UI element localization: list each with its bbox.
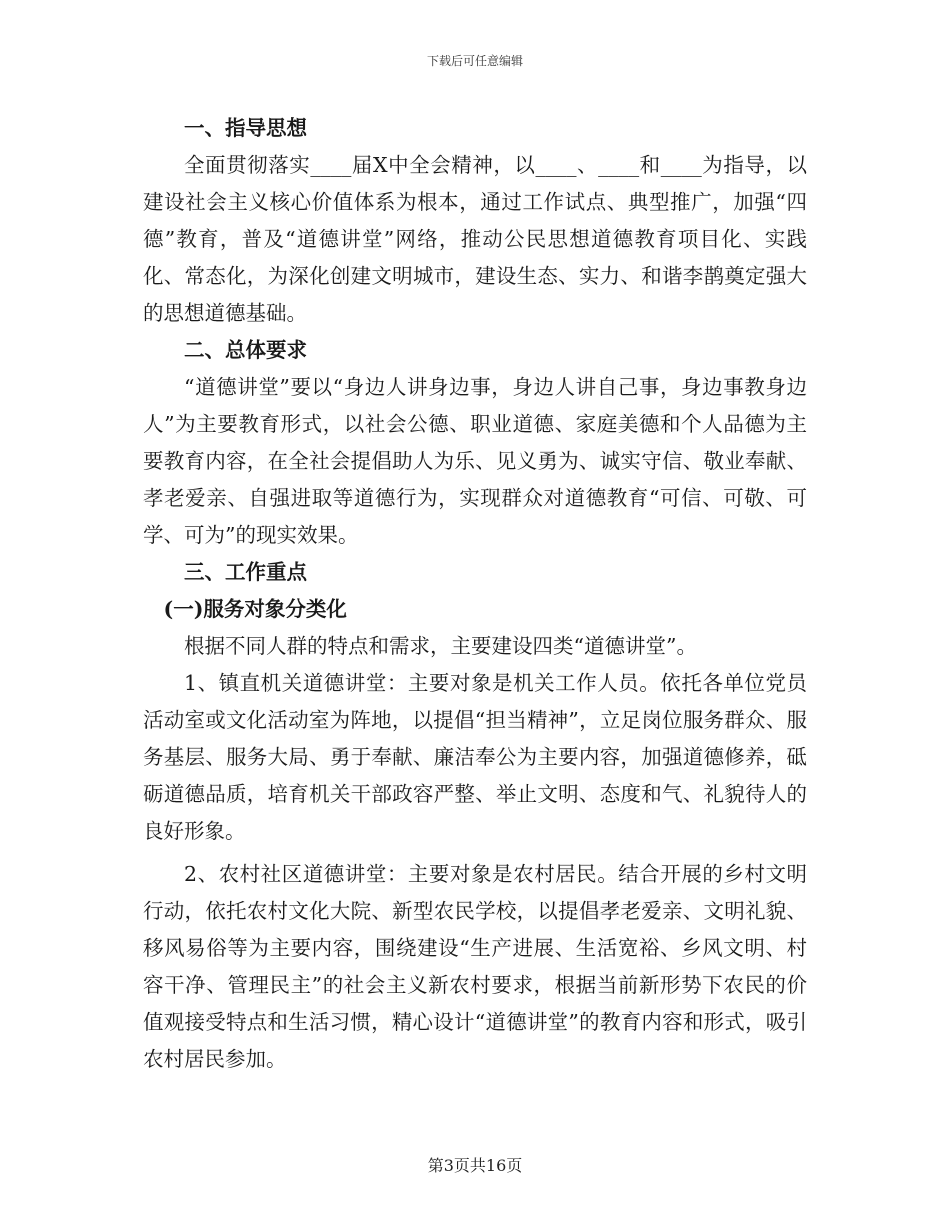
document-body bbox=[143, 110, 807, 1078]
subsection-title-service-classification: (一)服务对象分类化 bbox=[163, 597, 347, 621]
paragraph-four-types: 根据不同人群的特点和需求，主要建设四类“道德讲堂”。 bbox=[184, 634, 697, 658]
section-title-guiding-ideology: 一、指导思想 bbox=[184, 116, 307, 140]
section-title-general-requirements: 二、总体要求 bbox=[184, 338, 307, 362]
section-title-work-focus: 三、工作重点 bbox=[184, 560, 307, 584]
page-footer: 第3页共16页 bbox=[427, 1156, 523, 1175]
paragraph-general-requirements: “道德讲堂”要以“身边人讲身边事，身边人讲自己事，身边事教身边人”为主要教育形式，以社会公德、职业道德、家庭美德和个人品德为主要教育内容，在全社会提倡助人为乐、见义勇为、诚实守信、敬业奉献、孝老爱亲、自强进取等道德行为，实现群众对道德教育“可信、可敬、可学、可为”的现实效果。 bbox=[143, 375, 807, 547]
paragraph-guiding-ideology: 全面贯彻落实____届X中全会精神，以____、____和____为指导，以建设社会主义核心价值体系为根本，通过工作试点、典型推广，加强“四德”教育，普及“道德讲堂”网络，推动公民思想道德教育项目化、实践化、常态化，为深化创建文明城市，建设生态、实力、和谐李鹊奠定强大的思想道德基础。 bbox=[143, 153, 807, 325]
paragraph-government-lecture-hall: 1、镇直机关道德讲堂：主要对象是机关工作人员。依托各单位党员活动室或文化活动室为阵地，以提倡“担当精神”，立足岗位服务群众、服务基层、服务大局、勇于奉献、廉洁奉公为主要内容，加强道德修养，砥砺道德品质，培育机关干部政容严整、举止文明、态度和气、礼貌待人的良好形象。 bbox=[143, 671, 807, 843]
page-header: 下载后可任意编辑 bbox=[426, 54, 523, 68]
paragraph-rural-community-lecture-hall: 2、农村社区道德讲堂：主要对象是农村居民。结合开展的乡村文明行动，依托农村文化大院、新型农民学校，以提倡孝老爱亲、文明礼貌、移风易俗等为主要内容，围绕建设“生产进展、生活宽裕、乡风文明、村容干净、管理民主”的社会主义新农村要求，根据当前新形势下农民的价值观接受特点和生活习惯，精心设计“道德讲堂”的教育内容和形式，吸引农村居民参加。 bbox=[143, 862, 807, 1071]
